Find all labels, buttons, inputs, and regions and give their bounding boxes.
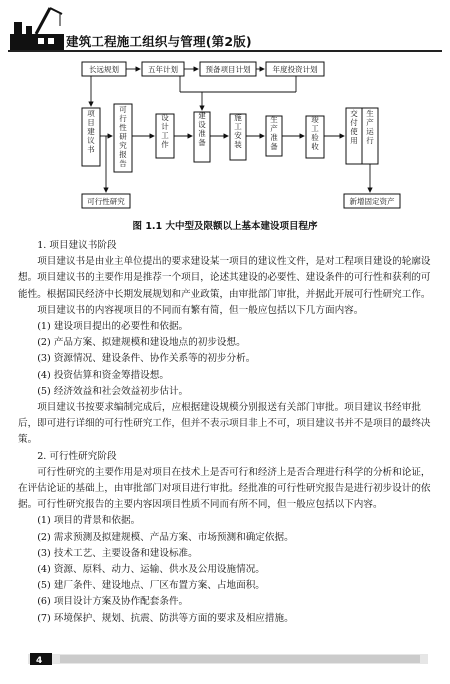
main-row-box-label: 设计工作	[161, 113, 169, 149]
box-annual-investment-plan: 年度投资计划	[272, 65, 318, 74]
box-feasibility-study: 可行性研究	[87, 197, 125, 206]
box-long-term-plan: 长远规划	[89, 65, 119, 74]
list-item: (5) 经济效益和社会效益初步估计。	[37, 385, 189, 397]
list-item: (2) 需求预测及拟建规模、产品方案、市场预测和确定依据。	[37, 531, 294, 543]
main-row-box-label: 建设准备	[198, 111, 206, 147]
main-row-box-label: 施工安装	[234, 113, 242, 149]
paragraph: 可行性研究的主要作用是对项目在技术上是否可行和经济上是否合理进行科学的分析和论证，在评估论证的基础上，由审批部门对项目进行审批。经批准的可行性研究报告是进行初步设计的依据。可行性研究报告的主要内容因项目性质不同而有所不同，但一般应包括以下内容。	[18, 466, 431, 511]
section-heading: 1. 项目建议书阶段	[37, 240, 117, 251]
list-item: (3) 资源情况、建设条件、协作关系等的初步分析。	[37, 353, 256, 365]
main-row-box-label: 可行性研究报告	[119, 105, 127, 168]
header-rule	[8, 50, 442, 52]
list-item: (3) 技术工艺、主要设备和建设标准。	[37, 547, 198, 559]
list-item: (4) 资源、原料、动力、运输、供水及公用设施情况。	[37, 564, 265, 576]
list-item: (2) 产品方案、拟建规模和建设地点的初步设想。	[37, 337, 246, 349]
list-item: (6) 项目设计方案及协作配套条件。	[37, 596, 189, 608]
box-new-fixed-assets: 新增固定资产	[349, 197, 395, 206]
flow-diagram	[0, 56, 450, 226]
page-number: 4	[36, 656, 43, 666]
section-heading: 2. 可行性研究阶段	[37, 450, 117, 462]
box-pre-project-plan: 预备项目计划	[205, 65, 251, 74]
box-five-year-plan: 五年计划	[148, 65, 178, 74]
paragraph: 项目建议书按要求编制完成后，应根据建设规模分别报送有关部门审批。项目建议书经审批后，即可进行详细的可行性研究工作，但并不表示项目非上不可，项目建议书并不是项目的最终决策。	[18, 402, 431, 446]
list-item: (1) 项目的背景和依据。	[37, 515, 141, 527]
main-row-box-label: 生产运行	[366, 109, 374, 145]
main-row-box-label: 交付使用	[350, 109, 358, 145]
paragraph: 项目建议书的内容视项目的不同而有繁有简，但一般应包括以下几方面内容。	[37, 304, 364, 316]
paragraph: 项目建议书是由业主单位提出的要求建设某一项目的建议性文件，是对工程项目建设的轮廓设想。项目建议书的主要作用是推荐一个项目，论述其建设的必要性、建设条件的可行性和获利的可能性。根据国民经济中长期发展规划和产业政策，由审批部门审批，并据此开展可行性研究工作。	[18, 256, 431, 300]
book-title: 建筑工程施工组织与管理(第2版)	[66, 34, 252, 49]
crane-logo-icon	[10, 4, 64, 50]
page-footer	[0, 650, 450, 680]
list-item: (7) 环境保护、规划、抗震、防洪等方面的要求及相应措施。	[37, 612, 294, 624]
list-item: (5) 建厂条件、建设地点、厂区布置方案、占地面积。	[37, 580, 265, 592]
figure-caption: 图 1.1 大中型及限额以上基本建设项目程序	[132, 221, 318, 232]
list-item: (4) 投资估算和资金筹措设想。	[37, 369, 169, 381]
main-row-box-label: 项目建议书	[87, 109, 95, 154]
body-text	[18, 238, 438, 627]
main-row-box-label: 竣工验收	[311, 115, 319, 151]
main-row-box-label: 生产准备	[270, 115, 278, 151]
page-header	[0, 0, 450, 58]
list-item: (1) 建设项目提出的必要性和依据。	[37, 321, 189, 333]
footer-pattern-icon	[0, 650, 450, 680]
